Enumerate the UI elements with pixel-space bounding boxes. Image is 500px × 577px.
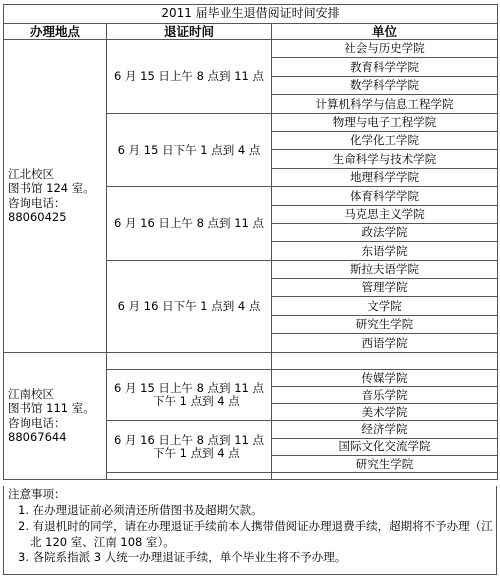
header-row (4, 24, 498, 40)
time-slot: 6 月 16 日下午 1 点到 4 点 (107, 260, 272, 352)
unit-cell: 东语学院 (272, 242, 498, 260)
unit-cell: 经济学院 (272, 421, 498, 438)
unit-cell: 国际文化交流学院 (272, 438, 498, 455)
time-slot (107, 421, 272, 473)
unit-cell: 斯拉夫语学院 (272, 260, 498, 278)
unit-cell: 马克思主义学院 (272, 205, 498, 223)
unit-cell: 美术学院 (272, 404, 498, 421)
unit-cell: 化学化工学院 (272, 131, 498, 149)
unit-cell: 计算机科学与信息工程学院 (272, 95, 498, 113)
empty-cell (272, 472, 498, 479)
time-line: 6 月 16 日上午 8 点到 11 点 (114, 433, 264, 448)
schedule-table (3, 4, 498, 480)
north-campus-room: 图书馆 124 室。 (8, 181, 95, 196)
time-slot (107, 369, 272, 421)
unit-cell: 音乐学院 (272, 387, 498, 404)
unit-cell: 政法学院 (272, 223, 498, 241)
time-slot: 6 月 16 日上午 8 点到 11 点 (107, 187, 272, 261)
header-time: 退证时间 (107, 24, 272, 40)
unit-cell: 研究生学院 (272, 455, 498, 472)
south-campus-room: 图书馆 111 室。 (8, 401, 95, 416)
unit-cell: 管理学院 (272, 279, 498, 297)
time-line: 下午 1 点到 4 点 (153, 445, 240, 460)
north-campus-name: 江北校区 (8, 167, 54, 182)
time-line: 6 月 15 日上午 8 点到 11 点 (114, 381, 264, 396)
note-item: 3. 各院系指派 3 人统一办理退证手续，单个毕业生将不予办理。 (18, 550, 347, 565)
south-campus-phone-label: 咨询电话： (8, 415, 66, 430)
north-campus-phone-label: 咨询电话： (8, 195, 66, 210)
notes-section (3, 486, 497, 575)
unit-cell: 数学科学学院 (272, 76, 498, 94)
unit-cell: 地理科学学院 (272, 168, 498, 186)
table-title: 2011 届毕业生退借阅证时间安排 (4, 5, 498, 24)
unit-cell: 社会与历史学院 (272, 40, 498, 58)
header-unit: 单位 (272, 24, 498, 40)
unit-cell: 研究生学院 (272, 315, 498, 333)
time-line: 下午 1 点到 4 点 (153, 394, 240, 409)
unit-cell: 西语学院 (272, 334, 498, 352)
empty-cell (107, 352, 272, 369)
south-campus-name: 江南校区 (8, 387, 54, 402)
unit-cell: 文学院 (272, 297, 498, 315)
empty-cell (107, 472, 272, 479)
notes-title: 注意事项： (8, 487, 66, 501)
time-slot: 6 月 15 日上午 8 点到 11 点 (107, 40, 272, 114)
unit-cell: 教育科学学院 (272, 58, 498, 76)
unit-cell: 生命科学与技术学院 (272, 150, 498, 168)
unit-cell: 传媒学院 (272, 369, 498, 386)
time-slot: 6 月 15 日下午 1 点到 4 点 (107, 113, 272, 187)
empty-cell (272, 352, 498, 369)
unit-cell: 体育科学学院 (272, 187, 498, 205)
north-campus-phone: 88060425 (8, 210, 67, 225)
note-item: 2. 有退机时的同学，请在办理退证手续前本人携带借阅证办理退费手续，超期将不予办理（江北 120 室、江南 108 室）。 (18, 518, 493, 549)
note-item: 1. 在办理退证前必须清还所借图书及超期欠款。 (18, 502, 263, 517)
unit-cell: 物理与电子工程学院 (272, 113, 498, 131)
south-campus-phone: 88067644 (8, 430, 67, 445)
south-campus-cell (4, 352, 107, 479)
header-location: 办理地点 (4, 24, 107, 40)
north-campus-cell (4, 40, 107, 353)
